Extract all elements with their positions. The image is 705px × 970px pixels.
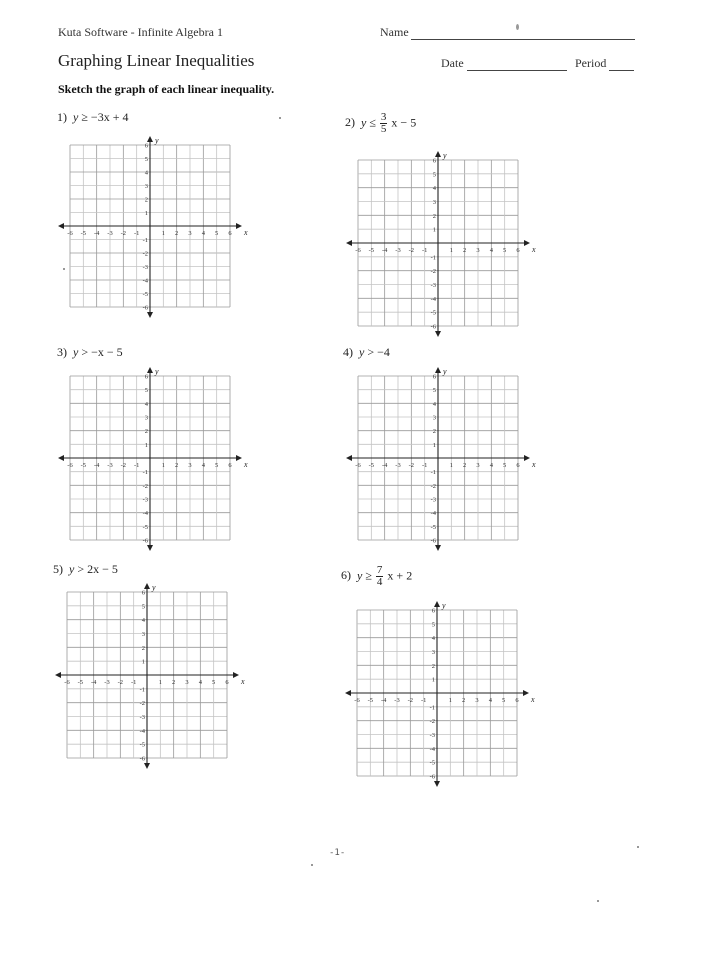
- y-tick-label: 6: [141, 589, 145, 597]
- y-tick-label: -2: [429, 718, 435, 726]
- y-tick-label: 3: [141, 631, 145, 638]
- x-tick-label: 6: [515, 697, 519, 704]
- y-tick-label: 1: [141, 658, 145, 666]
- y-tick-label: -4: [430, 510, 436, 518]
- y-tick-label: -2: [142, 250, 148, 258]
- problem-fraction: [376, 565, 384, 588]
- y-axis-label: y: [442, 601, 446, 610]
- y-axis-label: y: [152, 583, 156, 592]
- y-tick-label: -6: [430, 537, 436, 545]
- x-tick-label: -4: [380, 697, 387, 704]
- y-tick-label: 3: [144, 414, 148, 422]
- date-label: Date: [441, 56, 464, 70]
- problem-number: 1): [57, 110, 67, 124]
- x-tick-label: -3: [104, 679, 110, 686]
- x-tick-label: -5: [77, 679, 84, 686]
- page-number: -1-: [329, 848, 346, 858]
- y-tick-label: -5: [430, 523, 436, 531]
- y-tick-label: 3: [432, 414, 436, 422]
- x-tick-label: -2: [117, 679, 124, 686]
- y-axis-arrow-bottom: [434, 781, 440, 787]
- y-tick-label: -1: [139, 686, 145, 694]
- x-tick-label: -6: [355, 247, 361, 254]
- x-axis-label: x: [531, 695, 535, 704]
- x-tick-label: 1: [158, 679, 162, 686]
- x-tick-label: 2: [462, 697, 466, 704]
- y-tick-label: -1: [430, 254, 436, 262]
- y-tick-label: -2: [142, 482, 148, 490]
- x-tick-label: -3: [107, 462, 113, 469]
- x-axis-arrow-left: [55, 672, 61, 678]
- y-axis-arrow-bottom: [144, 763, 150, 769]
- y-tick-label: -3: [139, 714, 145, 721]
- y-axis-label: y: [443, 367, 447, 376]
- x-axis-label: x: [532, 460, 536, 469]
- y-tick-label: -6: [429, 773, 435, 781]
- y-tick-label: -1: [430, 469, 436, 477]
- y-tick-label: -5: [429, 759, 435, 767]
- x-tick-label: 6: [516, 247, 520, 254]
- x-axis-label: x: [532, 245, 536, 254]
- y-tick-label: 6: [431, 607, 435, 615]
- y-tick-label: -5: [142, 523, 148, 531]
- y-tick-label: 2: [144, 196, 148, 204]
- problem-4: [343, 345, 390, 360]
- fraction-denominator: 4: [376, 576, 383, 588]
- x-tick-label: 6: [228, 462, 232, 469]
- y-tick-label: 6: [432, 157, 436, 165]
- x-axis-arrow-right: [233, 672, 239, 678]
- y-tick-label: -3: [429, 732, 435, 739]
- x-axis-arrow-right: [524, 240, 530, 246]
- x-tick-label: 5: [215, 462, 219, 469]
- x-tick-label: -4: [93, 230, 100, 237]
- x-axis-arrow-right: [236, 455, 242, 461]
- y-tick-label: 3: [432, 199, 436, 206]
- problem-rhs: 2x − 5: [87, 562, 118, 576]
- x-tick-label: 5: [212, 679, 216, 686]
- problem-relation: >: [367, 345, 375, 359]
- y-tick-label: -2: [430, 482, 436, 490]
- x-tick-label: -2: [408, 462, 415, 469]
- x-tick-label: -1: [421, 462, 428, 469]
- problem-relation: >: [77, 562, 85, 576]
- fraction-numerator: 7: [376, 564, 383, 576]
- x-tick-label: -5: [368, 462, 375, 469]
- name-label: Name: [380, 25, 409, 39]
- problem-lhs: y: [359, 345, 365, 359]
- x-tick-label: -4: [90, 679, 97, 686]
- y-tick-label: 1: [432, 226, 436, 234]
- x-tick-label: 3: [185, 679, 189, 686]
- instructions: Sketch the graph of each linear inequality.: [58, 82, 275, 96]
- y-tick-label: 5: [144, 156, 148, 163]
- x-tick-label: 5: [503, 247, 507, 254]
- x-tick-label: -2: [120, 462, 127, 469]
- y-tick-label: -4: [142, 510, 148, 518]
- problem-lhs: y: [73, 110, 79, 124]
- period-field[interactable]: [609, 70, 634, 71]
- y-tick-label: -6: [430, 323, 436, 331]
- y-tick-label: -2: [430, 268, 436, 276]
- x-tick-label: 2: [172, 679, 176, 686]
- x-tick-label: 3: [476, 247, 480, 254]
- x-tick-label: 5: [503, 462, 507, 469]
- problem-lhs: y: [361, 115, 367, 130]
- x-tick-label: -5: [80, 230, 87, 237]
- x-tick-label: -1: [133, 230, 140, 237]
- y-tick-label: 3: [144, 183, 148, 190]
- coordinate-grid-3[interactable]: [56, 368, 246, 548]
- worksheet-title: Graphing Linear Inequalities: [58, 51, 255, 70]
- y-tick-label: -6: [142, 537, 148, 545]
- y-tick-label: 1: [431, 676, 435, 684]
- x-axis-arrow-left: [58, 223, 64, 229]
- x-tick-label: -3: [107, 230, 113, 237]
- x-tick-label: -3: [395, 462, 401, 469]
- y-tick-label: 4: [431, 635, 435, 643]
- x-tick-label: -6: [67, 230, 73, 237]
- y-axis-arrow-bottom: [435, 331, 441, 337]
- y-tick-label: 6: [144, 373, 148, 381]
- y-tick-label: 4: [144, 400, 148, 408]
- x-tick-label: -2: [408, 247, 415, 254]
- y-tick-label: 4: [144, 169, 148, 177]
- x-axis-arrow-right: [236, 223, 242, 229]
- fraction-denominator: 5: [380, 123, 387, 135]
- problem-relation: >: [81, 345, 89, 359]
- fraction-numerator: 3: [380, 111, 387, 123]
- y-tick-label: -3: [430, 496, 436, 504]
- x-tick-label: -1: [130, 679, 137, 686]
- y-tick-label: -1: [142, 237, 148, 244]
- y-tick-label: -3: [142, 496, 148, 504]
- problem-fraction: [380, 112, 388, 135]
- x-tick-label: 3: [188, 230, 192, 237]
- y-tick-label: -4: [429, 745, 435, 753]
- problem-rhs: −4: [377, 345, 390, 359]
- y-tick-label: 5: [141, 603, 145, 611]
- y-tick-label: -6: [142, 304, 148, 312]
- scan-speck: [279, 117, 281, 119]
- y-axis-arrow-bottom: [147, 312, 153, 318]
- x-tick-label: 4: [198, 679, 202, 686]
- y-tick-label: 3: [431, 649, 435, 656]
- problem-rhs: −x − 5: [91, 345, 123, 359]
- x-axis-label: x: [244, 228, 248, 237]
- y-tick-label: 5: [144, 387, 148, 395]
- y-tick-label: 5: [432, 387, 436, 395]
- x-tick-label: -6: [354, 697, 360, 704]
- y-tick-label: 1: [144, 210, 148, 217]
- coordinate-grid-1[interactable]: [56, 137, 246, 315]
- y-axis-arrow-bottom: [435, 545, 441, 551]
- problem-5: [53, 562, 118, 577]
- y-tick-label: -2: [139, 700, 145, 708]
- x-tick-label: 6: [228, 230, 232, 237]
- x-tick-label: 5: [502, 697, 506, 704]
- y-tick-label: 4: [141, 617, 145, 625]
- coordinate-grid-4[interactable]: [344, 368, 534, 548]
- y-axis-arrow-top: [144, 583, 150, 589]
- date-field[interactable]: [467, 70, 567, 71]
- y-tick-label: 4: [432, 400, 436, 408]
- x-tick-label: 3: [475, 697, 479, 704]
- x-tick-label: 3: [476, 462, 480, 469]
- problem-rhs: −3x + 4: [90, 110, 129, 124]
- y-axis-label: y: [155, 367, 159, 376]
- y-tick-label: 2: [141, 644, 145, 652]
- problem-lhs: y: [357, 568, 363, 583]
- x-tick-label: 1: [448, 697, 452, 704]
- scan-speck: [63, 268, 65, 270]
- coordinate-grid-2[interactable]: [344, 152, 534, 334]
- problem-lhs: y: [73, 345, 79, 359]
- x-tick-label: -2: [120, 230, 127, 237]
- x-tick-label: -5: [368, 247, 375, 254]
- x-tick-label: 4: [489, 247, 493, 254]
- y-axis-arrow-top: [147, 367, 153, 373]
- y-tick-label: -5: [430, 309, 436, 317]
- x-tick-label: 6: [225, 679, 229, 686]
- x-tick-label: -5: [80, 462, 87, 469]
- x-tick-label: -1: [133, 462, 140, 469]
- x-tick-label: -3: [394, 697, 400, 704]
- x-tick-label: -6: [64, 679, 70, 686]
- x-axis-arrow-right: [523, 690, 529, 696]
- y-tick-label: -1: [429, 704, 435, 712]
- x-tick-label: 1: [161, 230, 165, 237]
- y-tick-label: -5: [142, 291, 148, 298]
- y-tick-label: -4: [142, 277, 148, 285]
- x-axis-arrow-left: [346, 240, 352, 246]
- x-tick-label: -4: [93, 462, 100, 469]
- problem-number: 2): [345, 115, 355, 130]
- x-tick-label: 4: [488, 697, 492, 704]
- x-tick-label: -1: [421, 247, 428, 254]
- x-tick-label: -3: [395, 247, 401, 254]
- x-tick-label: -2: [407, 697, 414, 704]
- x-tick-label: 2: [175, 462, 179, 469]
- problem-1: [57, 110, 128, 125]
- x-axis-arrow-left: [346, 455, 352, 461]
- coordinate-grid-5[interactable]: [53, 584, 243, 766]
- y-axis-arrow-top: [435, 151, 441, 157]
- y-axis-arrow-top: [147, 136, 153, 142]
- x-axis-arrow-right: [524, 455, 530, 461]
- x-tick-label: 4: [201, 230, 205, 237]
- y-tick-label: -3: [142, 264, 148, 271]
- problem-number: 4): [343, 345, 353, 359]
- y-tick-label: -4: [139, 727, 145, 735]
- problem-2: [345, 112, 416, 135]
- problem-number: 6): [341, 568, 351, 583]
- problem-number: 3): [57, 345, 67, 359]
- y-tick-label: -6: [139, 755, 145, 763]
- x-tick-label: 2: [463, 247, 467, 254]
- x-tick-label: 1: [449, 462, 453, 469]
- x-tick-label: 3: [188, 462, 192, 469]
- x-axis-label: x: [244, 460, 248, 469]
- scan-speck: [516, 24, 519, 30]
- y-tick-label: 1: [432, 441, 436, 449]
- y-axis-arrow-top: [435, 367, 441, 373]
- x-tick-label: 1: [449, 247, 453, 254]
- y-tick-label: -3: [430, 282, 436, 289]
- scan-speck: [637, 846, 639, 848]
- problem-relation: ≥: [81, 110, 88, 124]
- x-tick-label: -5: [367, 697, 374, 704]
- y-tick-label: 1: [144, 441, 148, 449]
- y-tick-label: -4: [430, 295, 436, 303]
- y-tick-label: 5: [431, 621, 435, 629]
- name-field[interactable]: [411, 39, 635, 40]
- scan-speck: [597, 900, 599, 902]
- y-tick-label: 4: [432, 185, 436, 193]
- x-tick-label: 2: [463, 462, 467, 469]
- y-tick-label: 2: [432, 212, 436, 220]
- x-tick-label: -1: [420, 697, 427, 704]
- x-tick-label: 6: [516, 462, 520, 469]
- problem-3: [57, 345, 123, 360]
- x-axis-label: x: [241, 677, 245, 686]
- y-tick-label: 2: [144, 428, 148, 436]
- problem-rhs: x − 5: [391, 115, 417, 130]
- y-tick-label: -1: [142, 469, 148, 477]
- x-axis-arrow-left: [58, 455, 64, 461]
- y-axis-arrow-top: [434, 601, 440, 607]
- y-tick-label: 6: [432, 373, 436, 381]
- period-label: Period: [575, 56, 607, 70]
- y-axis-arrow-bottom: [147, 545, 153, 551]
- y-tick-label: 2: [431, 662, 435, 670]
- y-axis-label: y: [443, 151, 447, 160]
- problem-relation: ≥: [365, 568, 372, 583]
- y-tick-label: 6: [144, 142, 148, 150]
- x-tick-label: -4: [381, 462, 388, 469]
- x-tick-label: 4: [489, 462, 493, 469]
- y-axis-label: y: [155, 136, 159, 145]
- x-tick-label: -6: [355, 462, 361, 469]
- problem-number: 5): [53, 562, 63, 576]
- x-tick-label: -4: [381, 247, 388, 254]
- x-axis-arrow-left: [345, 690, 351, 696]
- x-tick-label: 1: [161, 462, 165, 469]
- problem-rhs: x + 2: [387, 568, 413, 583]
- scan-speck: [311, 864, 313, 866]
- publisher-line: Kuta Software - Infinite Algebra 1: [58, 25, 223, 39]
- y-tick-label: 2: [432, 428, 436, 436]
- problem-lhs: y: [69, 562, 75, 576]
- x-tick-label: 5: [215, 230, 219, 237]
- x-tick-label: 2: [175, 230, 179, 237]
- coordinate-grid-6[interactable]: [343, 602, 533, 784]
- x-tick-label: -6: [67, 462, 73, 469]
- y-tick-label: 5: [432, 171, 436, 179]
- y-tick-label: -5: [139, 741, 145, 749]
- x-tick-label: 4: [201, 462, 205, 469]
- problem-6: [341, 565, 412, 588]
- problem-relation: ≤: [369, 115, 376, 130]
